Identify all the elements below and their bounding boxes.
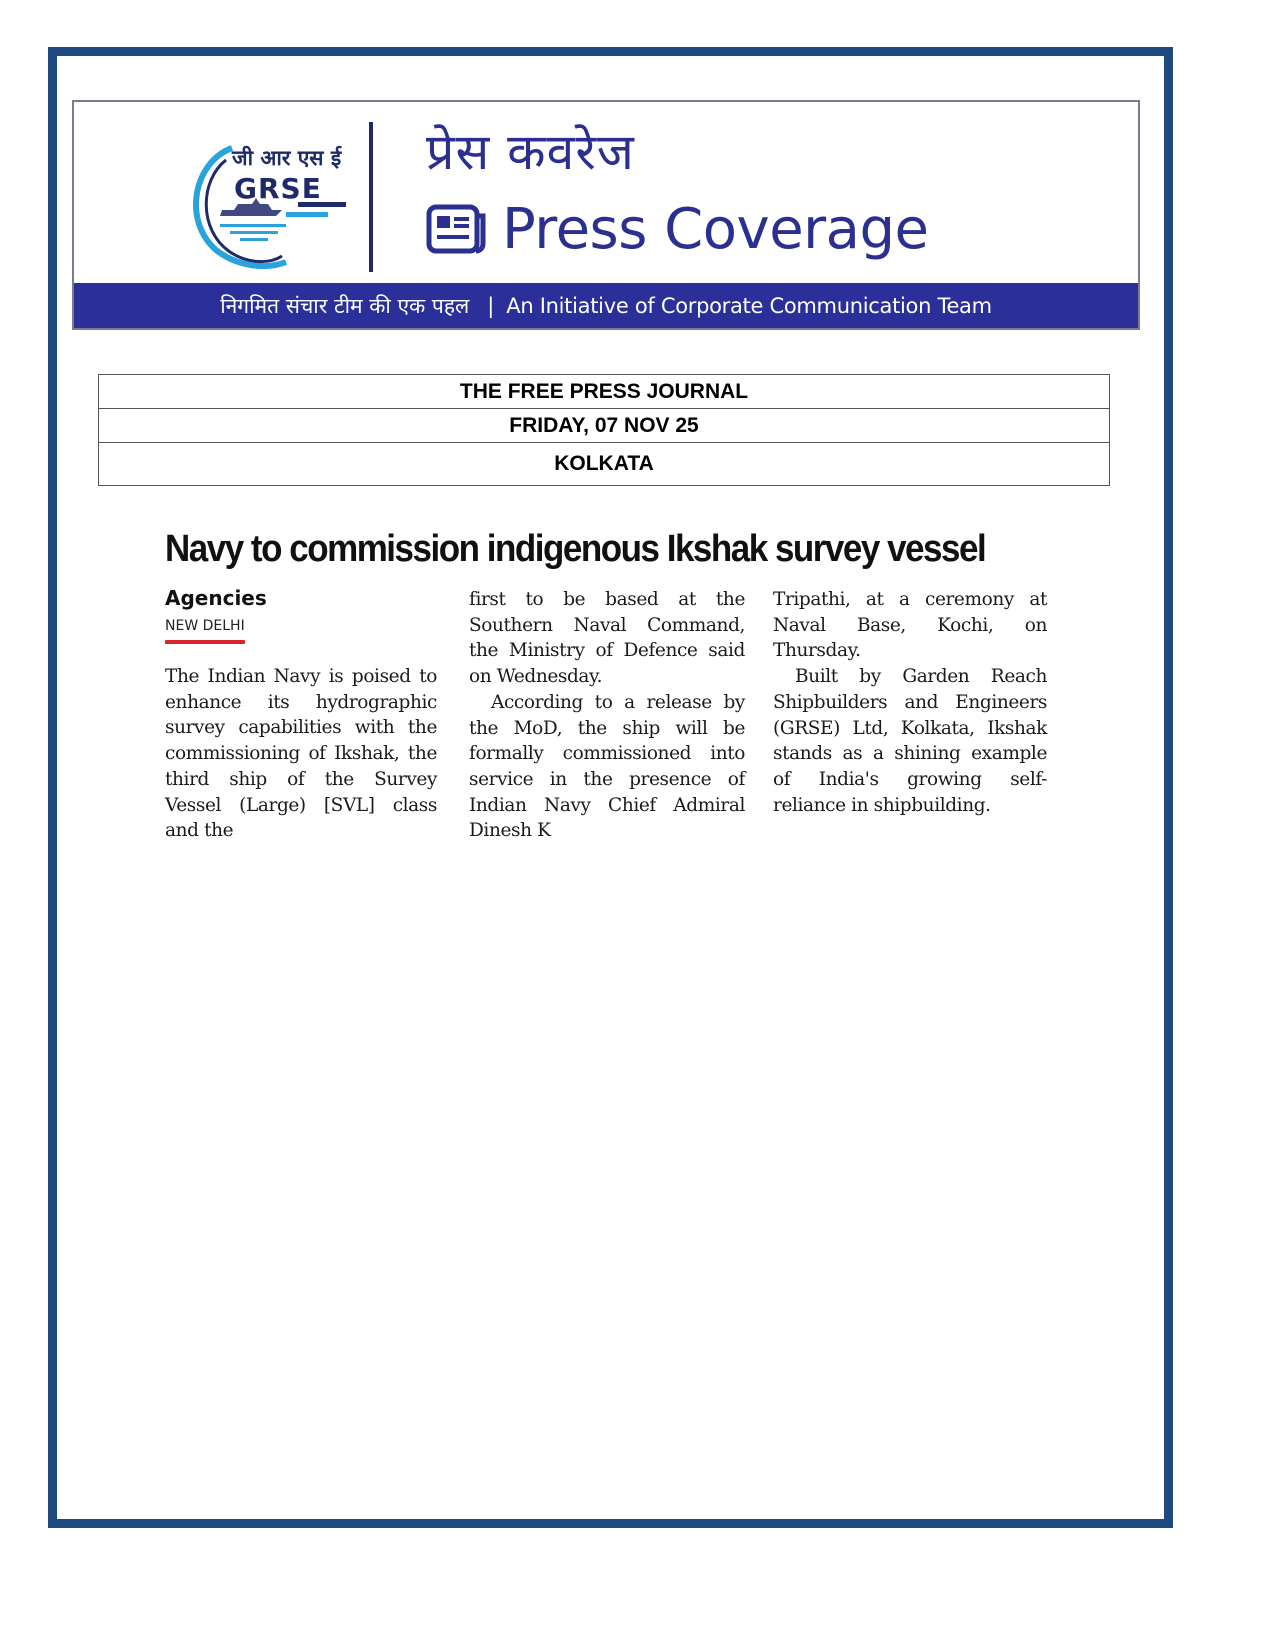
article-paragraph: first to be based at the Southern Naval Command, the Ministry of Defence said on Wednesday.: [469, 589, 745, 688]
newspaper-icon: [426, 204, 486, 254]
tagline-english: An Initiative of Corporate Communication Team: [506, 293, 992, 318]
article-headline: Navy to commission indigenous Ikshak survey vessel: [165, 528, 986, 570]
news-clipping: [165, 524, 1070, 842]
logo-hindi-name: जी आर एस ई: [232, 145, 342, 170]
dateline-underline: [165, 640, 245, 644]
press-coverage-banner: [72, 100, 1140, 330]
article-column-1: [165, 664, 437, 844]
article-column-3: [773, 587, 1047, 818]
article-paragraph: Tripathi, at a ceremony at Naval Base, Kochi, on Thursday.: [773, 589, 1047, 662]
publication-edition: KOLKATA: [99, 443, 1110, 486]
banner-title-english-row: [426, 194, 928, 264]
publication-info-table: [98, 374, 1110, 486]
article-paragraph: Built by Garden Reach Shipbuilders and Engineers (GRSE) Ltd, Kolkata, Ikshak stands as a shining example of India's growing self-reliance in shipbuilding.: [773, 666, 1047, 816]
grse-logo: [186, 140, 356, 270]
banner-title-hindi: प्रेस कवरेज: [426, 123, 635, 181]
newspaper-name: THE FREE PRESS JOURNAL: [99, 375, 1110, 409]
tagline-separator: |: [487, 293, 495, 318]
tagline-hindi: निगमित संचार टीम की एक पहल: [220, 293, 470, 318]
banner-header: [74, 102, 1138, 283]
article-paragraph: The Indian Navy is poised to enhance its hydrographic survey capabilities with the commissioning of Ikshak, the third ship of the Survey Vessel (Large) [SVL] class and the: [165, 666, 437, 842]
banner-divider: [369, 122, 373, 272]
article-byline: Agencies: [165, 586, 267, 610]
banner-title-english: Press Coverage: [502, 196, 929, 262]
article-column-2: [469, 587, 745, 844]
article-paragraph: According to a release by the MoD, the ship will be formally commissioned into service in the presence of Indian Navy Chief Admiral Dinesh K: [469, 691, 745, 842]
article-dateline: NEW DELHI: [165, 618, 245, 634]
publication-date: FRIDAY, 07 NOV 25: [99, 409, 1110, 443]
banner-tagline-strip: [74, 283, 1138, 328]
logo-english-name: GRSE: [234, 172, 322, 205]
